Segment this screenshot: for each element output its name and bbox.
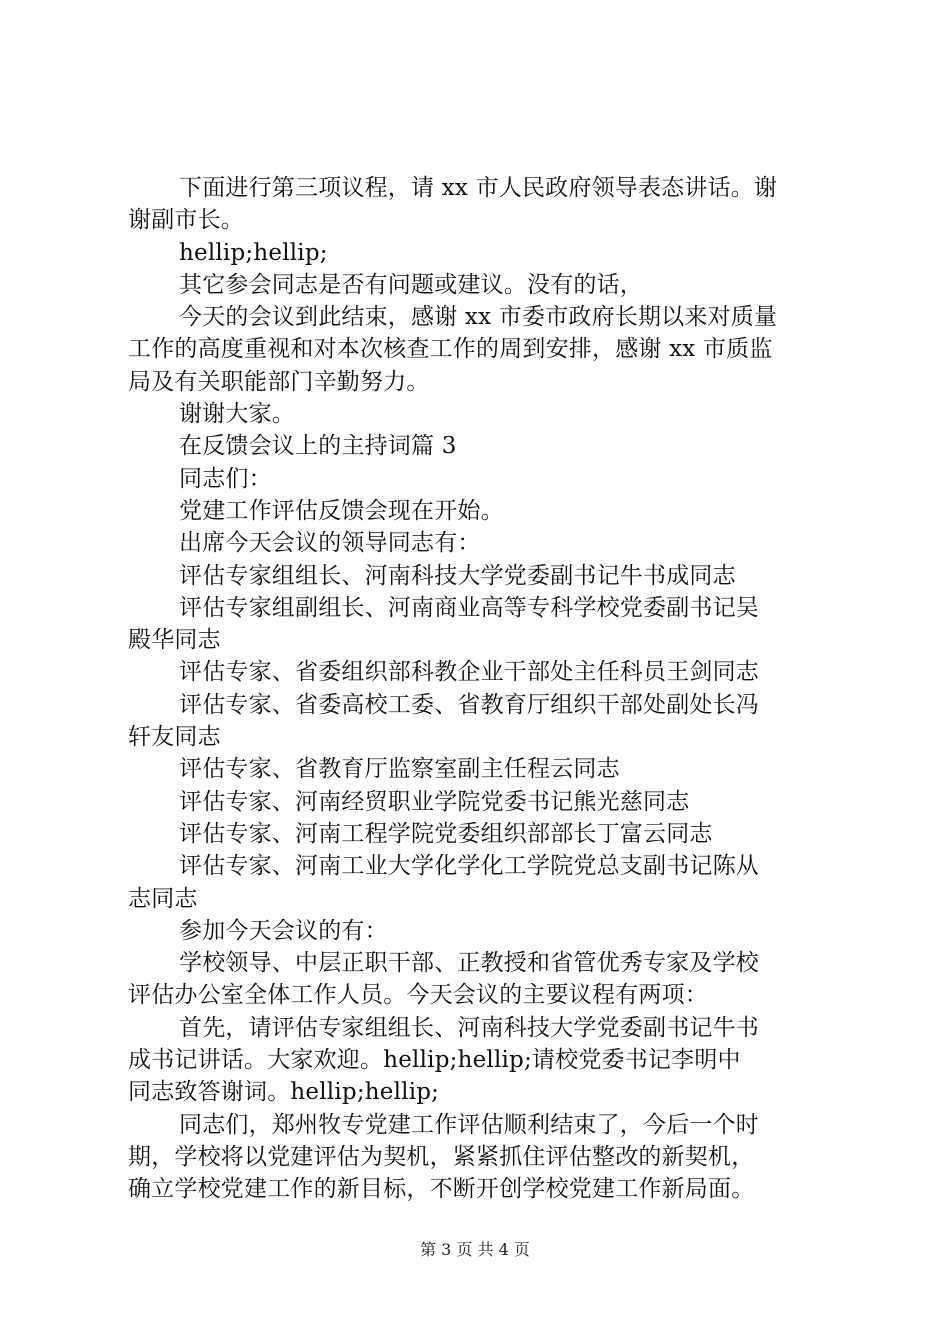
text-line: hellip;hellip; [179, 239, 328, 266]
text-line: 同志致答谢词。hellip;hellip; [128, 1079, 440, 1106]
text-line: 志同志 [128, 885, 198, 912]
text-line: 其它参会同志是否有问题或建议。没有的话， [179, 271, 643, 298]
text-line: 同志们： [179, 465, 272, 492]
text-line: 局及有关职能部门辛勤努力。 [128, 368, 430, 395]
text-line: 评估专家组组长、河南科技大学党委副书记牛书成同志 [179, 562, 736, 589]
text-line: 轩友同志 [128, 724, 221, 751]
text-line: 评估办公室全体工作人员。今天会议的主要议程有两项： [128, 982, 708, 1009]
text-line: 评估专家、省委高校工委、省教育厅组织干部处副处长冯 [179, 691, 759, 718]
text-line: 谢谢大家。 [179, 401, 295, 428]
text-line: 下面进行第三项议程，请 xx 市人民政府领导表态讲话。谢 [179, 175, 778, 201]
text-line: 成书记讲话。大家欢迎。hellip;hellip;请校党委书记李明中 [128, 1047, 741, 1074]
text-line: 殿华同志 [128, 627, 221, 654]
text-line: 评估专家组副组长、河南商业高等专科学校党委副书记吴 [179, 594, 759, 621]
text-line: 工作的高度重视和对本次核查工作的周到安排，感谢 xx 市质监 [128, 336, 773, 363]
text-line: 在反馈会议上的主持词篇 3 [179, 433, 457, 460]
text-line: 确立学校党建工作的新目标，不断开创学校党建工作新局面。 [128, 1176, 755, 1203]
text-line: 党建工作评估反馈会现在开始。 [179, 497, 504, 524]
text-line: 参加今天会议的有： [179, 917, 388, 944]
text-line: 评估专家、河南经贸职业学院党委书记熊光慈同志 [179, 788, 690, 815]
page-footer: 第 3 页 共 4 页 [420, 1240, 530, 1259]
text-line: 首先，请评估专家组组长、河南科技大学党委副书记牛书 [179, 1014, 759, 1041]
text-line: 期，学校将以党建评估为契机，紧紧抓住评估整改的新契机， [128, 1143, 755, 1170]
text-line: 评估专家、河南工程学院党委组织部部长丁富云同志 [179, 820, 713, 847]
text-line: 评估专家、省委组织部科教企业干部处主任科员王剑同志 [179, 659, 759, 686]
text-line: 谢副市长。 [128, 207, 244, 234]
text-line: 出席今天会议的领导同志有： [179, 530, 481, 557]
text-line: 学校领导、中层正职干部、正教授和省管优秀专家及学校 [179, 950, 759, 977]
text-line: 评估专家、河南工业大学化学化工学院党总支副书记陈从 [179, 853, 759, 880]
text-line: 同志们，郑州牧专党建工作评估顺利结束了，今后一个时 [179, 1111, 759, 1138]
text-line: 评估专家、省教育厅监察室副主任程云同志 [179, 756, 620, 783]
document-body [128, 172, 834, 1206]
text-line: 今天的会议到此结束，感谢 xx 市委市政府长期以来对质量 [179, 304, 778, 331]
